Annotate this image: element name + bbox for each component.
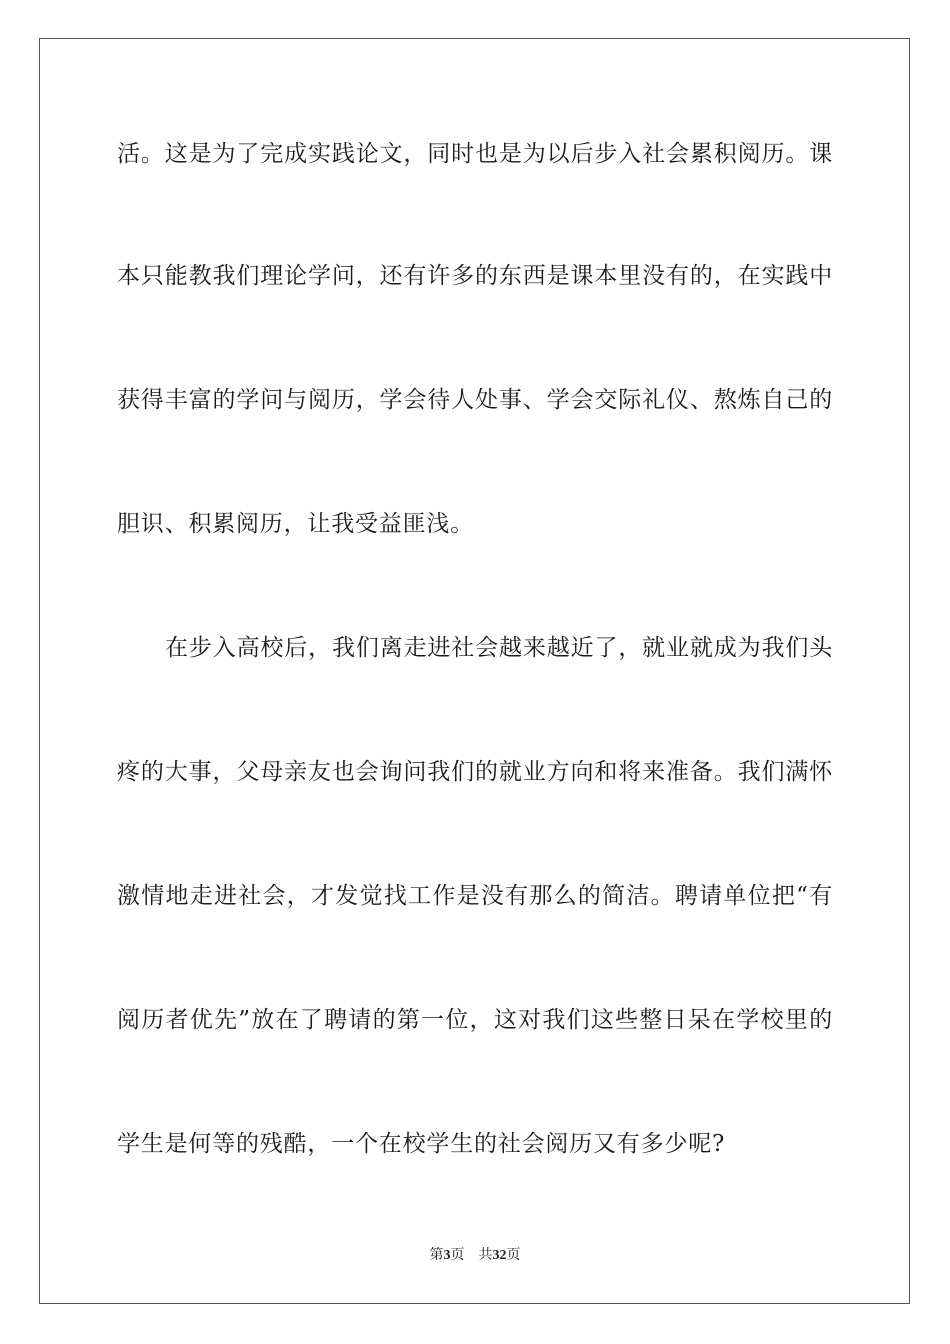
text-line: 活。这是为了完成实践论文，同时也是为以后步入社会累积阅历。课 [117,141,833,167]
page-prefix: 第 [429,1248,444,1263]
text-line: 学生是何等的残酷，一个在校学生的社会阅历又有多少呢? [117,1131,726,1157]
page-border [39,38,910,1304]
page-number: 3 [443,1248,451,1263]
text-line: 激情地走进社会，才发觉找工作是没有那么的简洁。聘请单位把“有 [117,883,833,909]
text-line: 本只能教我们理论学问，还有许多的东西是课本里没有的，在实践中 [117,263,833,289]
page-suffix: 页 [450,1248,465,1263]
paragraph-first-line: 在步入高校后，我们离走进社会越来越近了，就业就成为我们头 [165,635,833,661]
total-prefix: 共 [478,1248,493,1263]
text-line: 疼的大事，父母亲友也会询问我们的就业方向和将来准备。我们满怀 [117,759,833,785]
text-line: 获得丰富的学问与阅历，学会待人处事、学会交际礼仪、熬炼自己的 [117,387,833,413]
total-pages: 32 [492,1248,507,1263]
page-footer [0,1247,950,1265]
text-line: 胆识、积累阅历，让我受益匪浅。 [117,511,474,537]
total-suffix: 页 [506,1248,521,1263]
text-line: 阅历者优先”放在了聘请的第一位，这对我们这些整日呆在学校里的 [117,1007,833,1033]
